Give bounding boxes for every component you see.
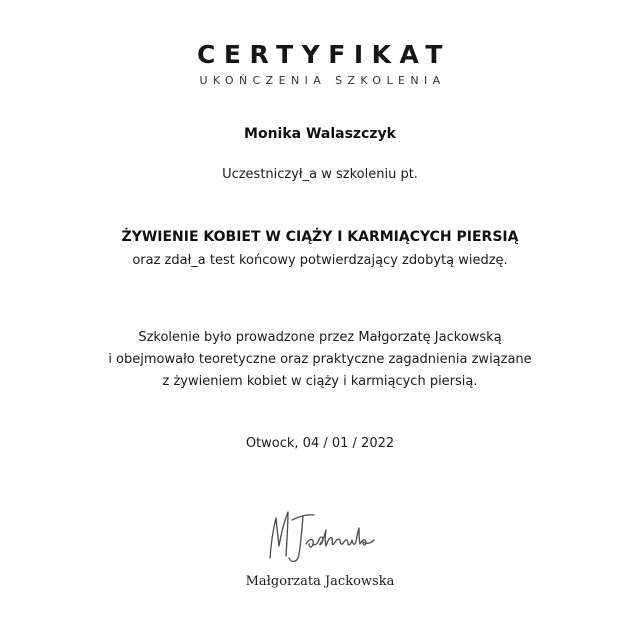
place-date: Otwock, 04 / 01 / 2022 (245, 436, 395, 451)
course-title: ŻYWIENIE KOBIET W CIĄŻY I KARMIĄCYCH PIERSIĄ (121, 229, 519, 245)
participation-text: Uczestniczył_a w szkoleniu pt. (222, 167, 418, 182)
certificate-title: CERTYFIKAT (197, 40, 451, 69)
certificate-subtitle: UKOŃCZENIA SZKOLENIA (199, 74, 446, 87)
handwritten-signature (262, 500, 382, 572)
participant-name: Monika Walaszczyk (244, 126, 396, 142)
passed-text: oraz zdał_a test końcowy potwierdzający zdobytą wiedzę. (132, 253, 508, 268)
signer-name: Małgorzata Jackowska (245, 574, 395, 589)
description-line: Szkolenie było prowadzone przez Małgorzatę Jackowską (138, 330, 502, 345)
description-line: z żywieniem kobiet w ciąży i karmiących piersią. (162, 374, 478, 389)
description-line: i obejmowało teoretyczne oraz praktyczne zagadnienia związane (108, 352, 532, 367)
